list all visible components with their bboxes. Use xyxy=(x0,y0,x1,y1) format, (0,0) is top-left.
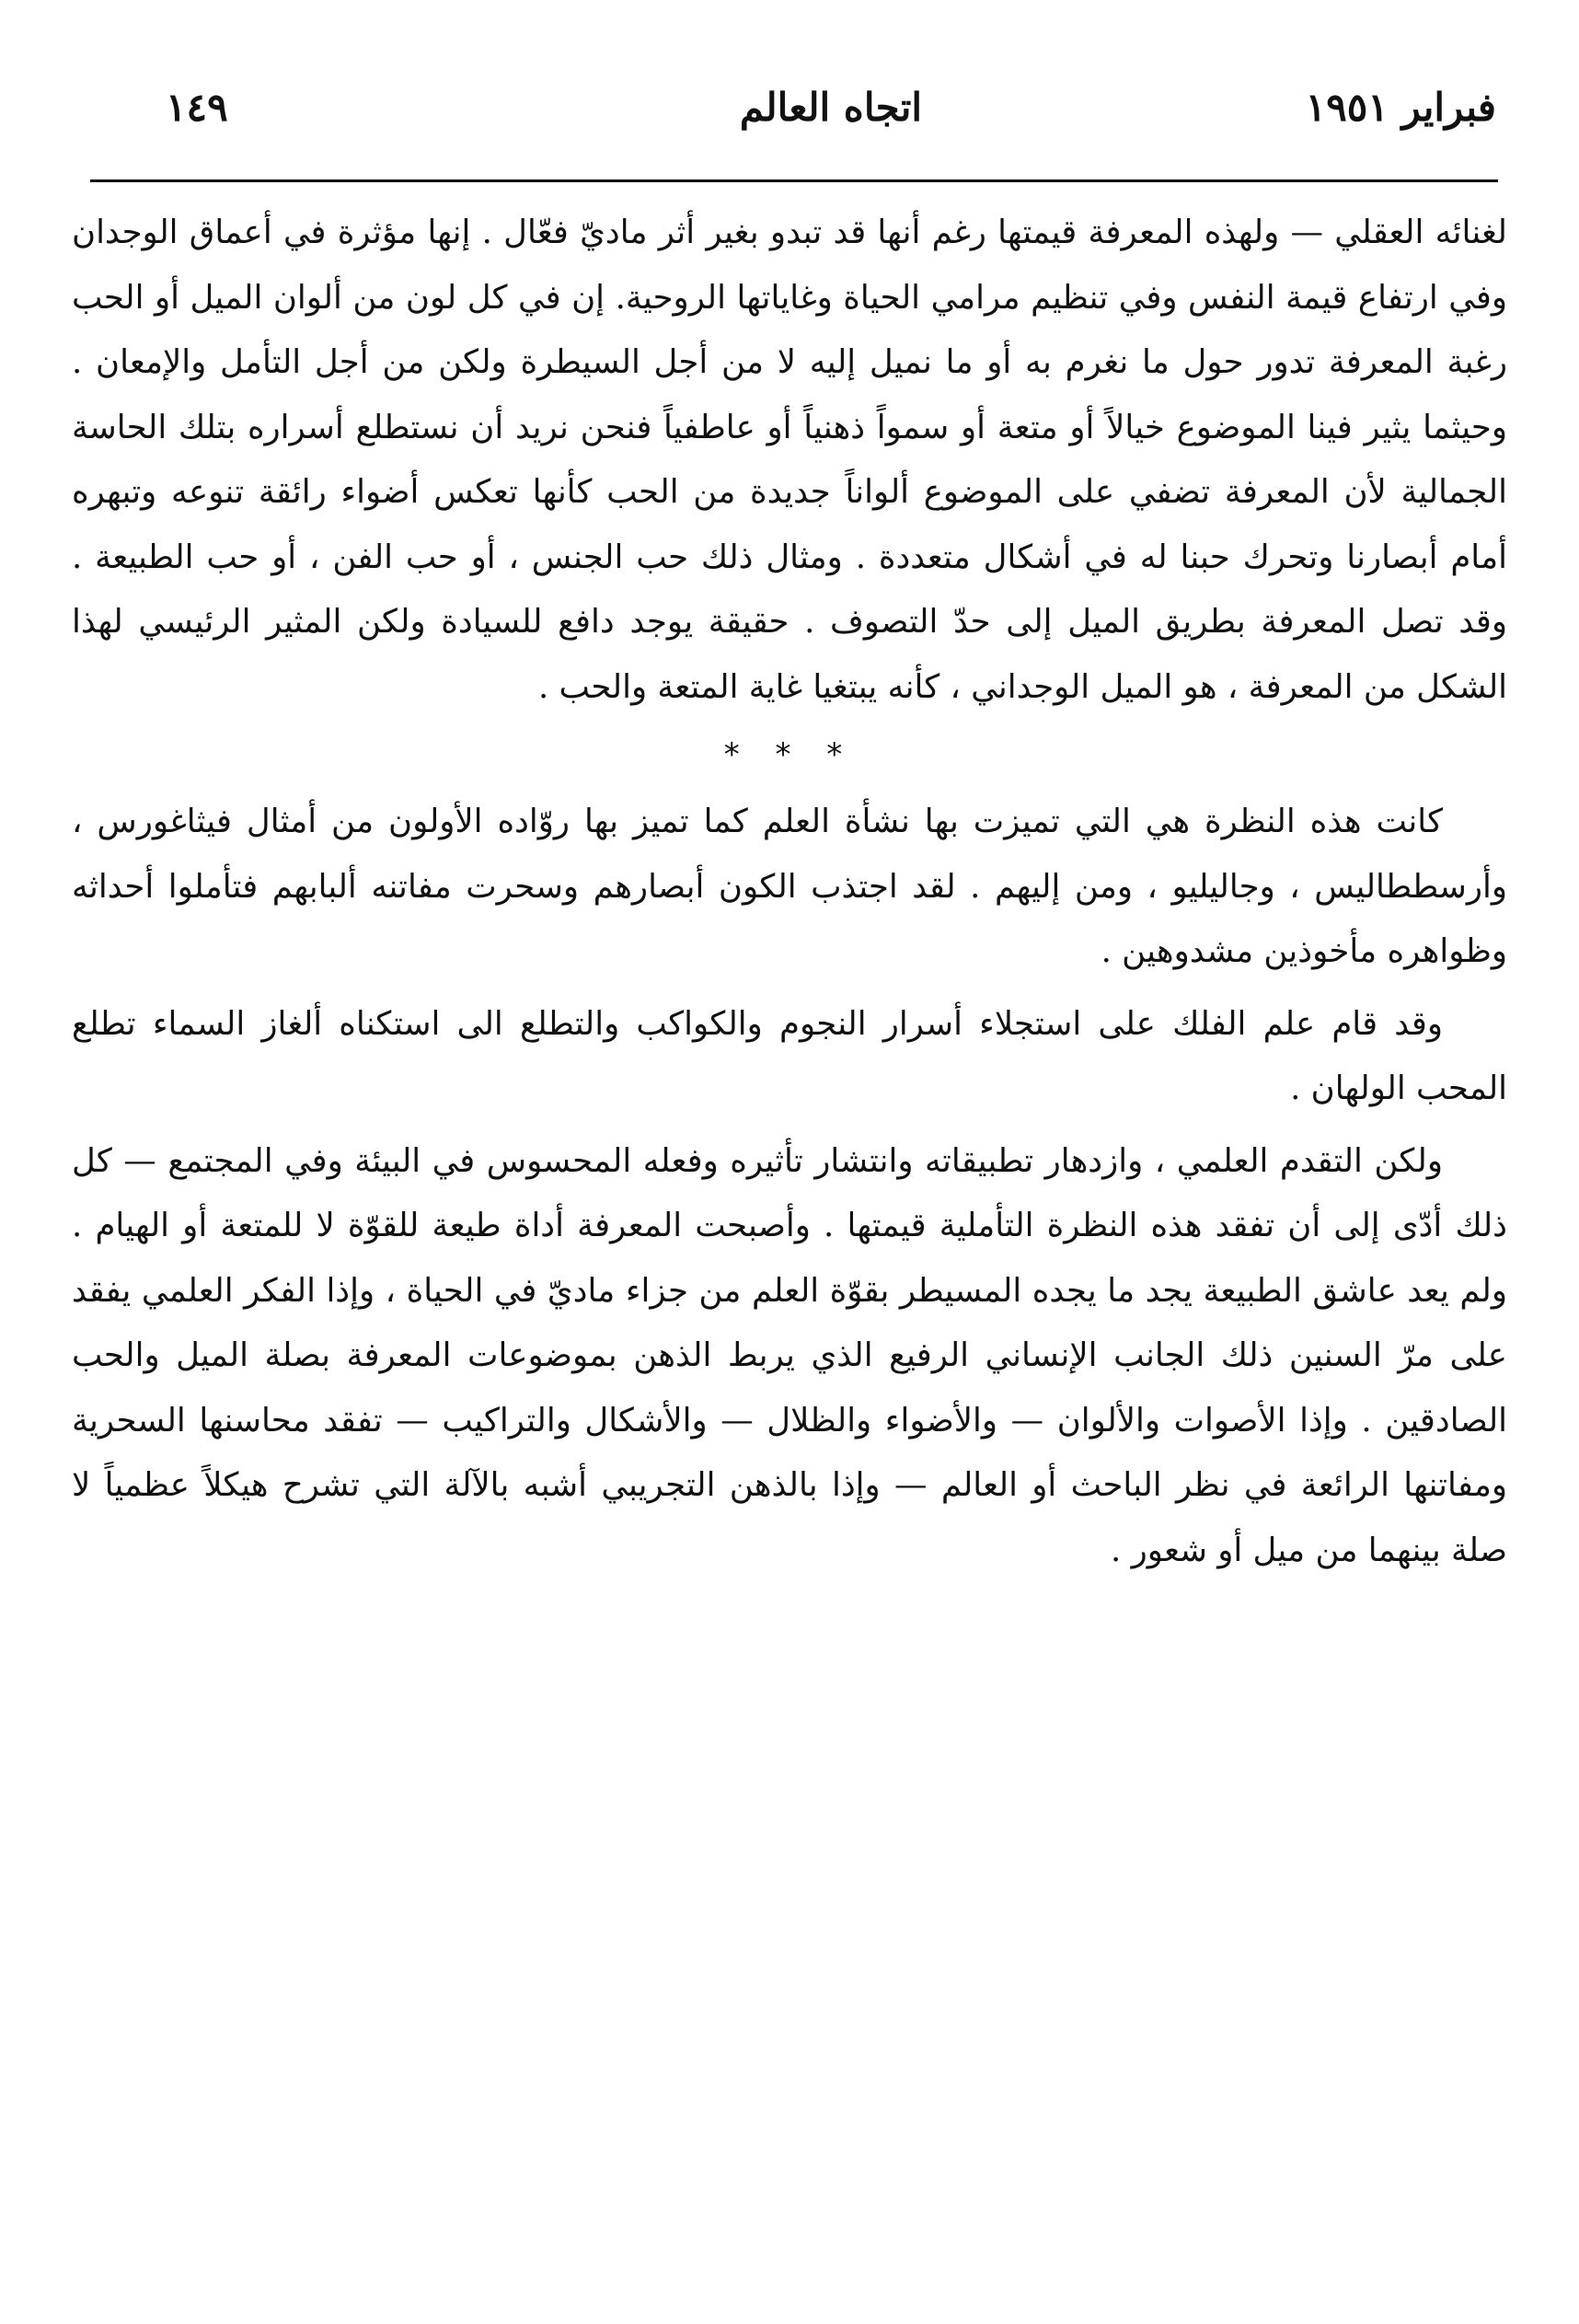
section-separator: * * * xyxy=(723,736,856,773)
running-header xyxy=(166,85,1496,149)
paragraph-1: لغنائه العقلي — ولهذه المعرفة قيمتها رغم أنها قد تبدو بغير أثر ماديّ فعّال . إنها مؤثرة في أعماق الوجدان وفي ارتفاع قيمة النفس وفي تنظيم مرامي الحياة وغاياتها الروحية. إن في كل لون من ألوان الميل أو الحب رغبة المعرفة تدور حول ما نغرم به أو ما نميل إليه لا من أجل السيطرة ولكن من أجل التأمل والإمعان . وحيثما يثير فينا الموضوع خيالاً أو متعة أو سمواً ذهنياً أو عاطفياً فنحن نريد أن نستطلع أسراره بتلك الحاسة الجمالية لأن المعرفة تضفي على الموضوع ألواناً جديدة من الحب كأنها تعكس أضواء رائقة تنوعه وتبهره أمام أبصارنا وتحرك حبنا له في أشكال متعددة . ومثال ذلك حب الجنس ، أو حب الفن ، أو حب الطبيعة . وقد تصل المعرفة بطريق الميل إلى حدّ التصوف . حقيقة يوجد دافع للسيادة ولكن المثير الرئيسي لهذا الشكل من المعرفة ، هو الميل الوجداني ، كأنه يبتغيا غاية المتعة والحب . xyxy=(72,214,1507,706)
paragraph-2: كانت هذه النظرة هي التي تميزت بها نشأة العلم كما تميز بها روّاده الأولون من أمثال فيثاغورس ، وأرسططاليس ، وجاليليو ، ومن إليهم . لقد اجتذب الكون أبصارهم وسحرت مفاتنه ألبابهم فتأملوا أحداثه وظواهره مأخوذين مشدوهين . xyxy=(72,803,1507,970)
paragraph-3: وقد قام علم الفلك على استجلاء أسرار النجوم والكواكب والتطلع الى استكناه ألغاز السماء تطلع المحب الولهان . xyxy=(72,1004,1507,1107)
header-title: اتجاه العالم xyxy=(739,85,923,130)
page-number: ١٤٩ xyxy=(166,85,228,130)
header-date: فبراير ١٩٥١ xyxy=(1305,85,1496,130)
header-rule xyxy=(90,179,1498,182)
paragraph-4: ولكن التقدم العلمي ، وازدهار تطبيقاته وانتشار تأثيره وفعله المحسوس في البيئة وفي المجتمع — كل ذلك أدّى إلى أن تفقد هذه النظرة التأملية قيمتها . وأصبحت المعرفة أداة طيعة للقوّة لا للمتعة أو الهيام . ولم يعد عاشق الطبيعة يجد ما يجده المسيطر بقوّة العلم من جزاء ماديّ في الحياة ، وإذا الفكر العلمي يفقد على مرّ السنين ذلك الجانب الإنساني الرفيع الذي يربط الذهن بموضوعات المعرفة بصلة الميل والحب الصادقين . وإذا الأصوات والألوان — والأضواء والظلال — والأشكال والتراكيب — تفقد محاسنها السحرية ومفاتنها الرائعة في نظر الباحث أو العالم — وإذا بالذهن التجريبي أشبه بالآلة التي تشرح هيكلاً عظمياً لا صلة بينهما من ميل أو شعور . xyxy=(72,1141,1507,1569)
article-body xyxy=(72,201,1507,1583)
